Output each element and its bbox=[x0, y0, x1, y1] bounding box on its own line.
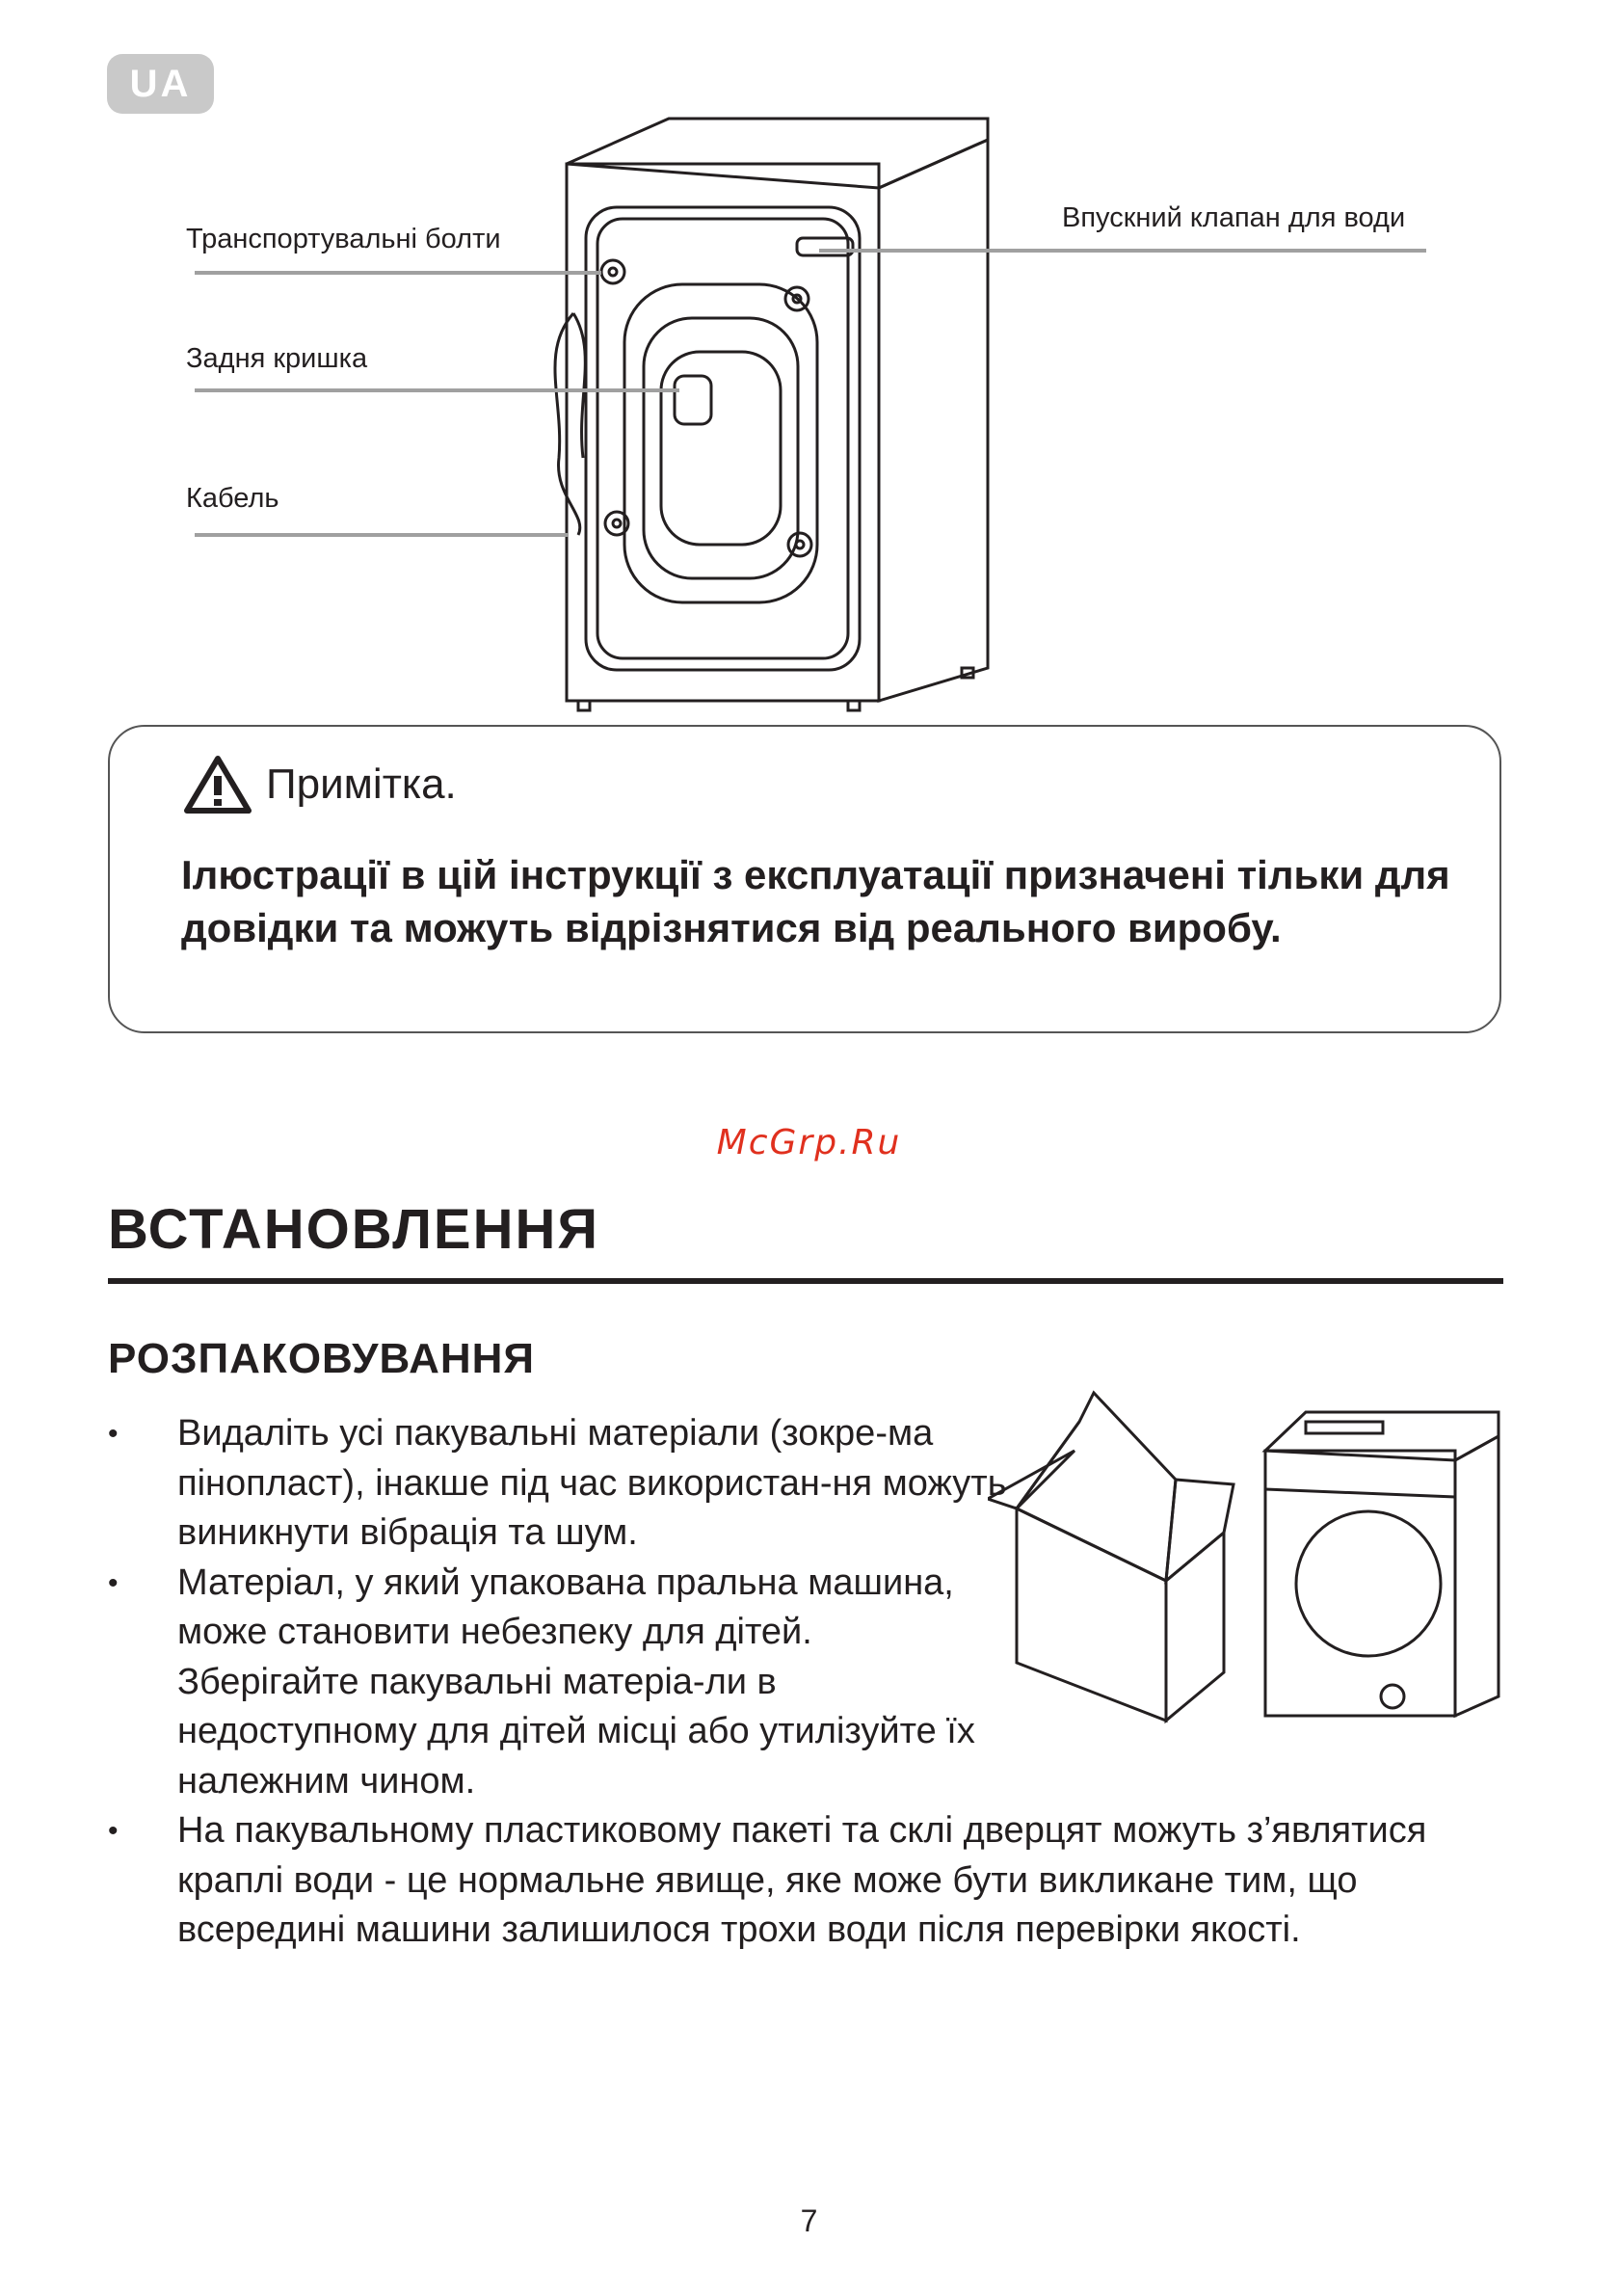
machine-back-face bbox=[567, 164, 879, 701]
label-water-inlet-valve: Впускний клапан для води bbox=[1062, 202, 1406, 233]
machine-top bbox=[567, 119, 988, 188]
label-transport-bolts: Транспортувальні болти bbox=[186, 224, 501, 254]
label-cable: Кабель bbox=[186, 483, 279, 514]
back-cover bbox=[644, 318, 798, 578]
note-title bbox=[183, 755, 457, 814]
subsection-title: РОЗПАКОВУВАННЯ bbox=[108, 1335, 536, 1382]
warning-icon bbox=[183, 755, 252, 814]
water-inlet-valve bbox=[797, 238, 853, 255]
list-item-text: Матеріал, у який упакована пральна машина, може становити небезпеку для дітей. Зберігайте пакувальні матеріа-ли в недоступному для дітей місці або утилізуйте їх належним чином. bbox=[177, 1562, 975, 1802]
transport-bolt bbox=[788, 533, 811, 556]
list-item-text: На пакувальному пластиковому пакеті та склі дверцят можуть з’являтися краплі води - це нормальне явище, яке може бути викликане тим, що всередині машини залишилося трохи води після перевірки якості. bbox=[177, 1810, 1427, 1950]
list-item bbox=[108, 1806, 1522, 1956]
note-body: Ілюстрації в цій інструкції з експлуатації призначені тільки для довідки та можуть відрізнятися від реального виробу. bbox=[181, 852, 1450, 950]
list-item-text: Видаліть усі пакувальні матеріали (зокре-ма пінопласт), інакше під час використан-ня можуть виникнути вібрація та шум. bbox=[177, 1413, 1007, 1553]
language-badge: UA bbox=[107, 54, 214, 114]
watermark: McGrp.Ru bbox=[716, 1123, 902, 1162]
list-item bbox=[108, 1409, 1045, 1559]
page-number: 7 bbox=[800, 2203, 818, 2238]
list-item bbox=[108, 1559, 987, 1807]
section-title: ВСТАНОВЛЕННЯ bbox=[108, 1198, 600, 1261]
note-title-text: Примітка. bbox=[266, 761, 457, 808]
unpacking-instructions-list bbox=[108, 1409, 1515, 1956]
label-back-cover: Задня кришка bbox=[186, 343, 368, 374]
section-divider bbox=[108, 1278, 1503, 1284]
transport-bolt bbox=[601, 260, 624, 283]
